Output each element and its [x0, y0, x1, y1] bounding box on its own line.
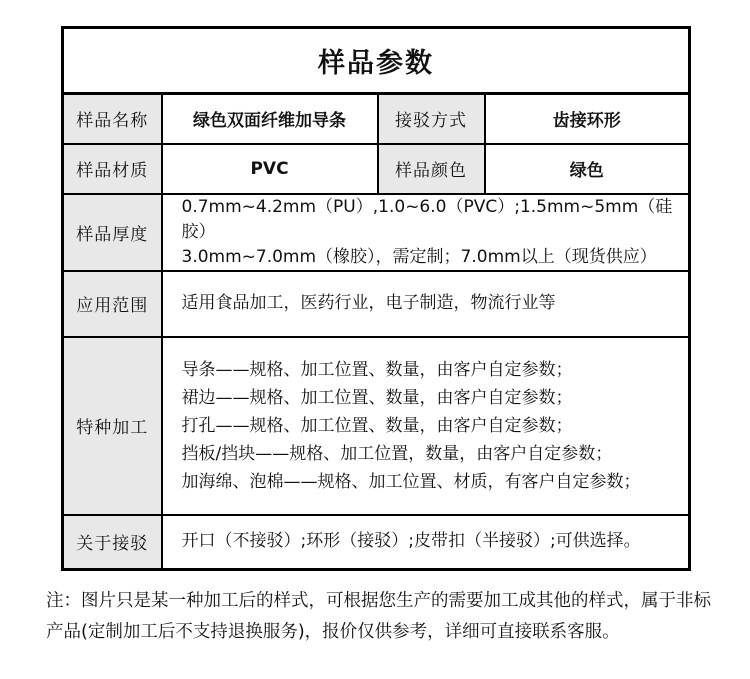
footer-note	[46, 586, 718, 648]
value-application	[162, 271, 690, 337]
spec-table	[61, 26, 691, 571]
title-row	[63, 28, 690, 94]
special-line-1: 导条——规格、加工位置、数量，由客户自定参数；	[181, 359, 573, 380]
label-joint-method: 接驳方式	[378, 94, 485, 144]
value-color: 绿色	[485, 144, 690, 194]
label-special-processing: 特种加工	[63, 337, 162, 515]
table-row-joint	[63, 515, 690, 570]
label-joint: 关于接驳	[63, 515, 162, 570]
label-color: 样品颜色	[378, 144, 485, 194]
thickness-line-2: 3.0mm~7.0mm（橡胶），需定制；7.0mm以上（现货供应）	[181, 246, 657, 267]
label-sample-name: 样品名称	[63, 94, 162, 144]
footer-note-line-1: 注：图片只是某一种加工后的样式，可根据您生产的需要加工成其他的样式，属于非标	[46, 591, 711, 611]
table-row-application	[63, 271, 690, 337]
application-text: 适用食品加工，医药行业，电子制造，物流行业等	[181, 293, 556, 313]
value-material: PVC	[162, 144, 378, 194]
page-title: 样品参数	[63, 28, 690, 94]
table-row-sample-name	[63, 94, 690, 144]
label-application: 应用范围	[63, 271, 162, 337]
footer-note-line-2: 产品(定制加工后不支持退换服务)，报价仅供参考，详细可直接联系客服。	[46, 622, 620, 642]
value-joint-method: 齿接环形	[485, 94, 690, 144]
special-line-3: 打孔——规格、加工位置、数量，由客户自定参数；	[181, 415, 573, 436]
joint-text: 开口（不接驳）;环形（接驳）;皮带扣（半接驳）;可供选择。	[181, 531, 641, 552]
value-joint	[162, 515, 690, 570]
table-row-material	[63, 144, 690, 194]
special-line-5: 加海绵、泡棉——规格、加工位置、材质，有客户自定参数；	[181, 471, 641, 492]
label-thickness: 样品厚度	[63, 194, 162, 271]
special-line-4: 挡板/挡块——规格、加工位置，数量，由客户自定参数；	[181, 443, 613, 464]
thickness-line-1: 0.7mm~4.2mm（PU）,1.0~6.0（PVC）;1.5mm~5mm（硅胶）	[181, 196, 673, 242]
table-row-thickness	[63, 194, 690, 271]
label-material: 样品材质	[63, 144, 162, 194]
value-special-processing	[162, 337, 690, 515]
special-line-2: 裙边——规格、加工位置、数量，由客户自定参数；	[181, 387, 573, 408]
table-row-special-processing	[63, 337, 690, 515]
value-thickness	[162, 194, 690, 271]
value-sample-name: 绿色双面纤维加导条	[162, 94, 378, 144]
